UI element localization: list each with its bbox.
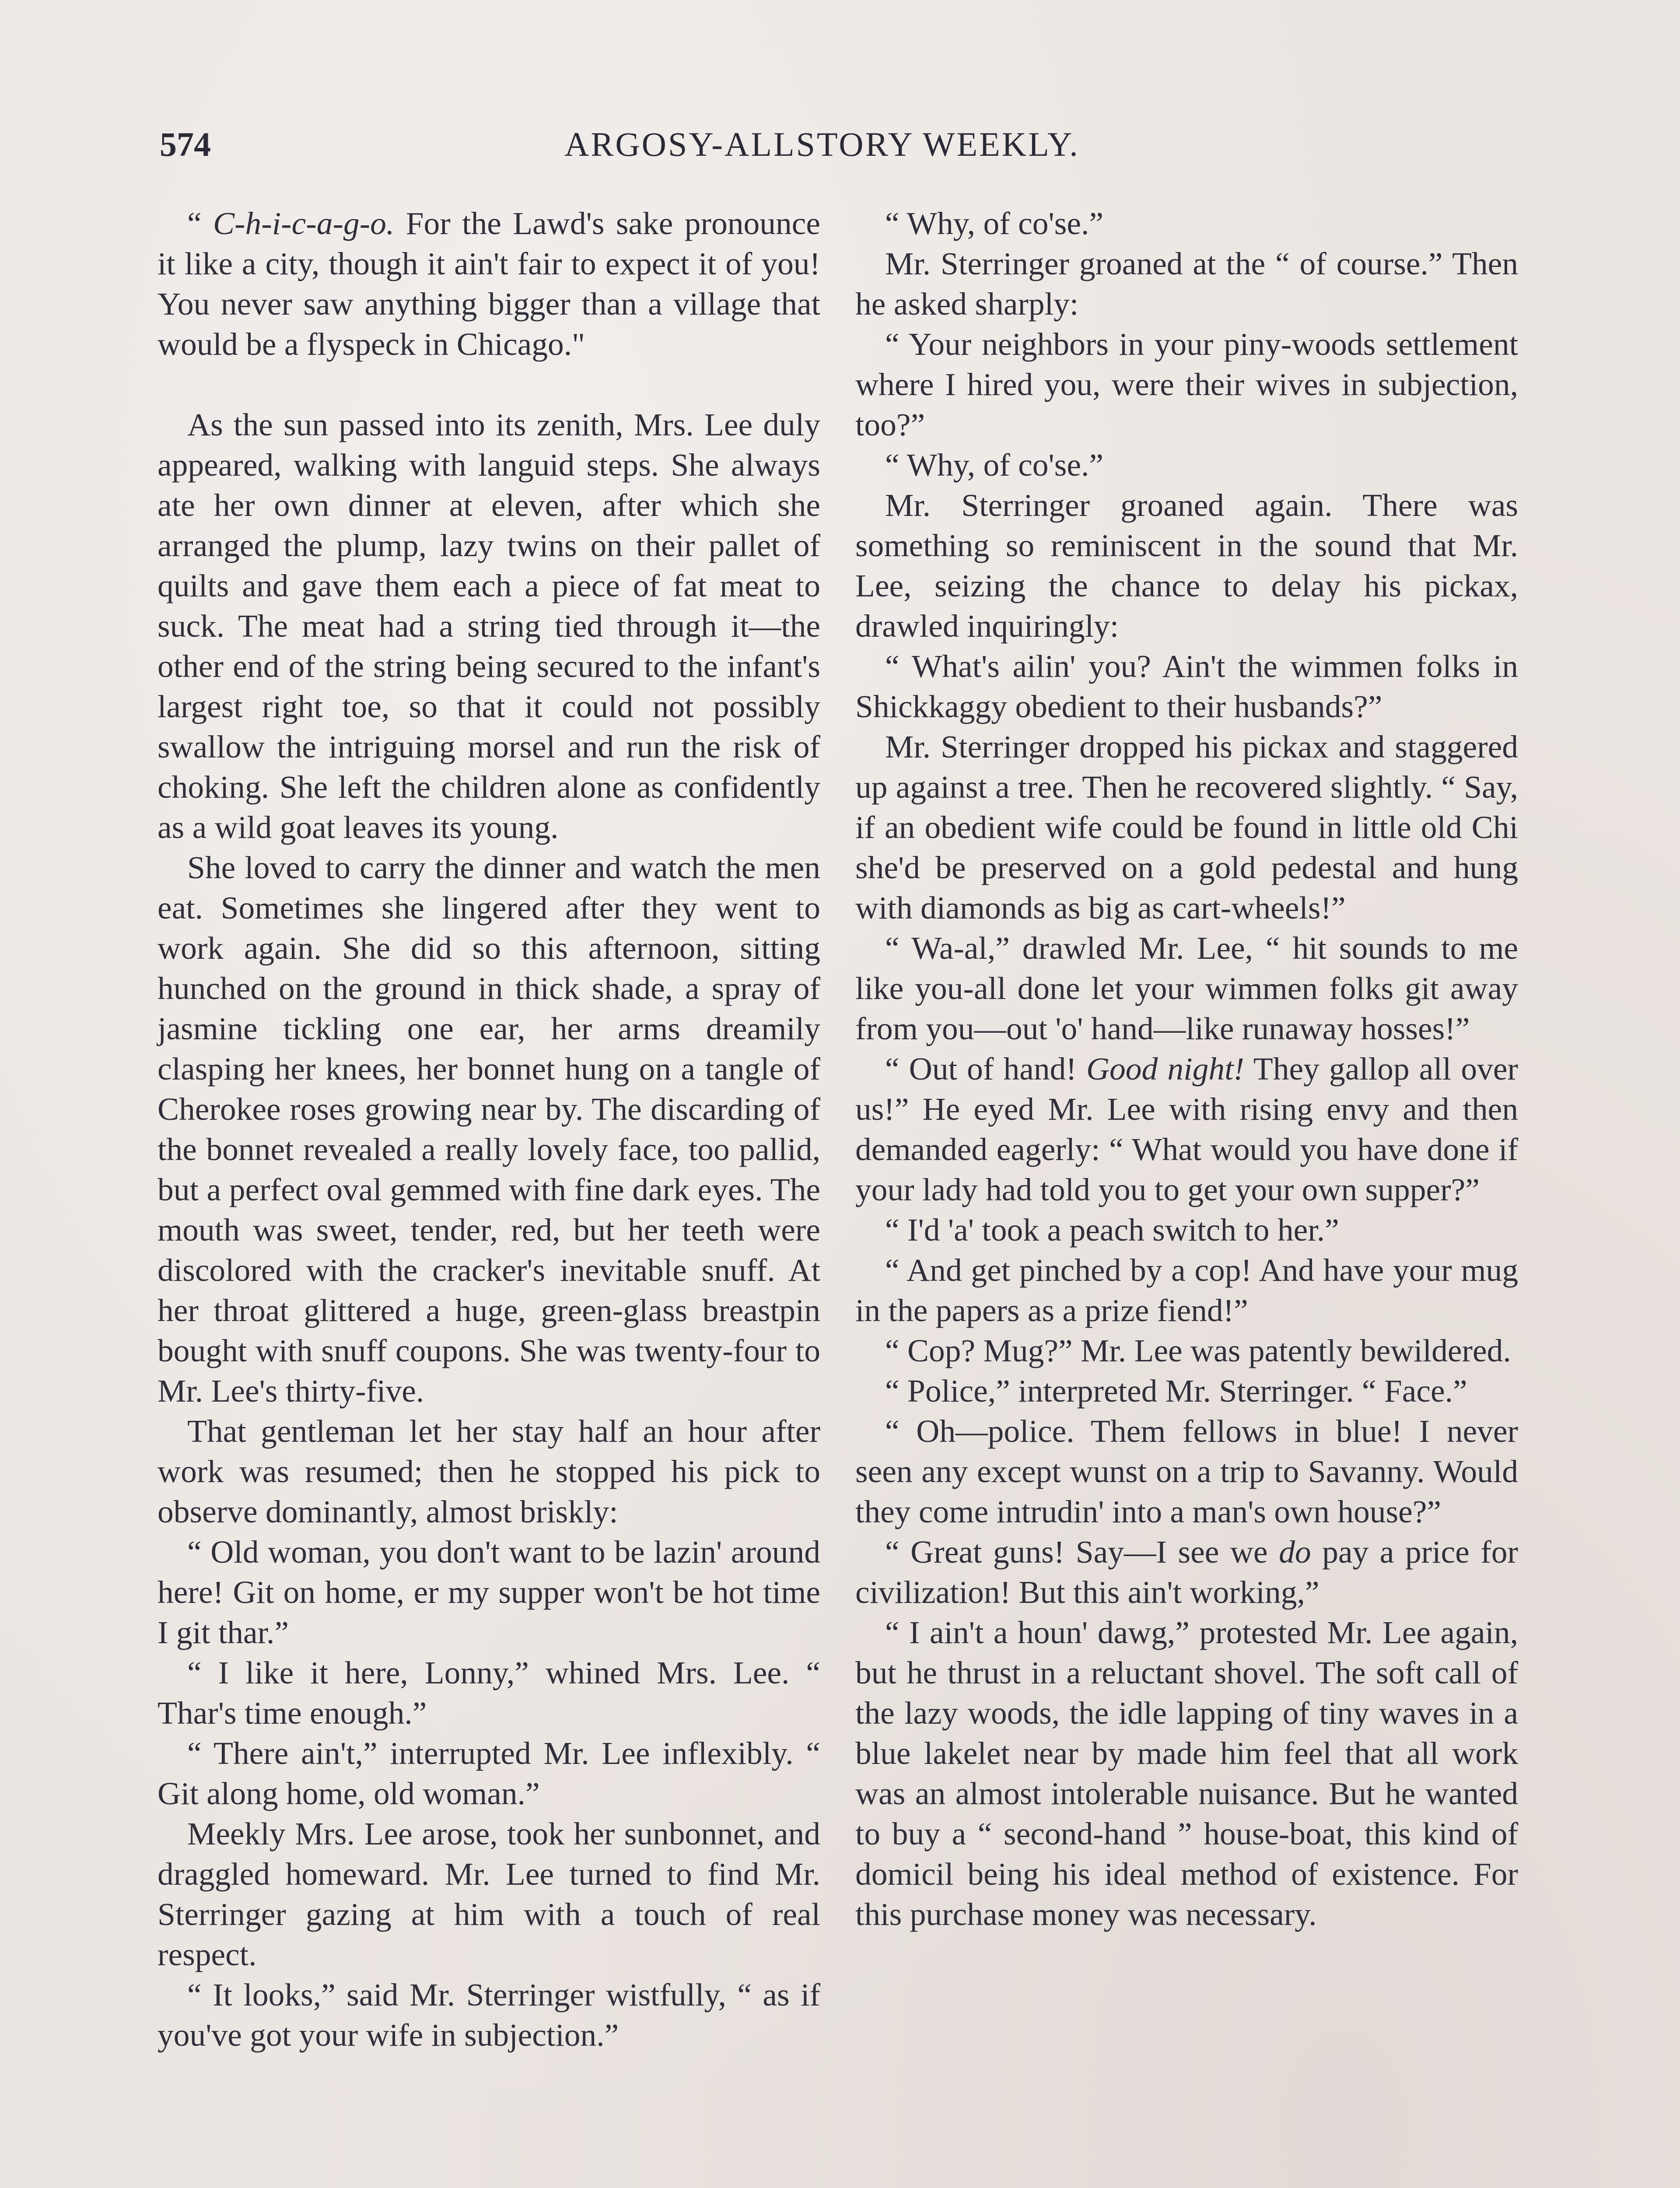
right-column bbox=[855, 203, 1518, 1935]
paragraph: “ There ain't,” interrupted Mr. Lee inflexibly. “ Git along home, old woman.” bbox=[158, 1736, 820, 1811]
paragraph bbox=[855, 1532, 1518, 1613]
paragraph: “ What's ailin' you? Ain't the wimmen folks in Shickkaggy obedient to their husbands?” bbox=[855, 649, 1518, 724]
emphasis: do bbox=[1279, 1534, 1311, 1570]
paragraph: Mr. Sterringer groaned again. There was something so reminiscent in the sound that Mr. Lee, seizing the chance to delay his pickax, drawled inquiringly: bbox=[855, 487, 1518, 644]
page-number: 574 bbox=[160, 125, 211, 163]
paragraph: “ I ain't a houn' dawg,” protested Mr. Lee again, but he thrust in a reluctant shovel. The soft call of the lazy woods, the idle lapping of tiny waves in a blue lakelet near by made him feel that all work was an almost intolerable nuisance. But he wanted to buy a “ second-hand ” house-boat, this kind of domicil being his ideal method of existence. For this purchase money was necessary. bbox=[855, 1615, 1518, 1932]
paragraph: “ I'd 'a' took a peach switch to her.” bbox=[885, 1212, 1339, 1248]
running-head: ARGOSY-ALLSTORY WEEKLY. bbox=[564, 125, 1080, 163]
paragraph: Meekly Mrs. Lee arose, took her sunbonnet, and draggled homeward. Mr. Lee turned to find Mr. Sterringer gazing at him with a touch of real respect. bbox=[158, 1816, 820, 1972]
paragraph: That gentleman let her stay half an hour after work was resumed; then he stopped his pick to observe dominantly, almost briskly: bbox=[158, 1413, 820, 1529]
paragraph: As the sun passed into its zenith, Mrs. Lee duly appeared, walking with languid steps. She always ate her own dinner at eleven, after which she arranged the plump, lazy twins on their pallet of quilts and gave them each a piece of fat meat to suck. The meat had a string tied through it—the other end of the string being secured to the infant's largest right toe, so that it could not possibly swallow the intriguing morsel and run the risk of choking. She left the children alone as confidently as a wild goat leaves its young. bbox=[158, 407, 820, 845]
paragraph: “ And get pinched by a cop! And have your mug in the papers as a prize fiend!” bbox=[855, 1252, 1518, 1328]
paragraph bbox=[158, 203, 820, 365]
paragraph-text: “ Great guns! Say—I see we bbox=[885, 1534, 1279, 1570]
paragraph: “ Cop? Mug?” Mr. Lee was patently bewildered. bbox=[885, 1333, 1511, 1368]
paragraph: “ It looks,” said Mr. Sterringer wistfully, “ as if you've got your wife in subjection.” bbox=[158, 1977, 820, 2053]
paragraph: “ Oh—police. Them fellows in blue! I never seen any except wunst on a trip to Savanny. Would they come intrudin' into a man's own house?” bbox=[855, 1413, 1518, 1529]
paragraph: “ Your neighbors in your piny-woods settlement where I hired you, were their wives in subjection, too?” bbox=[855, 326, 1518, 442]
paragraph: Mr. Sterringer dropped his pickax and staggered up against a tree. Then he recovered slightly. “ Say, if an obedient wife could be found in little old Chi she'd be preserved on a gold pedestal and hung with diamonds as big as cart-wheels!” bbox=[855, 729, 1518, 926]
left-column bbox=[158, 203, 820, 2055]
paragraph-text: pay a price for civilization! But this ain't working,” bbox=[855, 1534, 1518, 1610]
paragraph-text: For the Lawd's sake pronounce it like a city, though it ain't fair to expect it of you! You never saw anything bigger than a village that would be a flyspeck in Chicago." bbox=[158, 206, 820, 362]
paragraph: “ Police,” interpreted Mr. Sterringer. “ Face.” bbox=[885, 1373, 1467, 1409]
paragraph bbox=[855, 1049, 1518, 1210]
spelled-word: C-h-i-c-a-g-o. bbox=[213, 206, 395, 241]
paragraph: “ Old woman, you don't want to be lazin' around here! Git on home, er my supper won't be hot time I git thar.” bbox=[158, 1534, 820, 1650]
page-header bbox=[160, 125, 1131, 177]
paragraph: “ Why, of co'se.” bbox=[885, 447, 1103, 483]
paragraph: “ Wa-al,” drawled Mr. Lee, “ hit sounds to me like you-all done let your wimmen folks git away from you—out 'o' hand—like runaway hosses!” bbox=[855, 930, 1518, 1046]
paragraph: She loved to carry the dinner and watch the men eat. Sometimes she lingered after they went to work again. She did so this afternoon, sitting hunched on the ground in thick shade, a spray of jasmine tickling one ear, her arms dreamily clasping her knees, her bonnet hung on a tangle of Cherokee roses growing near by. The discarding of the bonnet revealed a really lovely face, too pallid, but a perfect oval gemmed with fine dark eyes. The mouth was sweet, tender, red, but her teeth were discolored with the cracker's inevitable snuff. At her throat glittered a huge, green-glass breastpin bought with snuff coupons. She was twenty-four to Mr. Lee's thirty-five. bbox=[158, 850, 820, 1409]
open-quote: “ bbox=[187, 206, 213, 241]
paragraph: “ Why, of co'se.” bbox=[885, 206, 1103, 241]
paragraph: Mr. Sterringer groaned at the “ of course.” Then he asked sharply: bbox=[855, 246, 1518, 322]
paragraph: “ I like it here, Lonny,” whined Mrs. Lee. “ Thar's time enough.” bbox=[158, 1655, 820, 1731]
paragraph-text: “ Out of hand! bbox=[885, 1051, 1086, 1087]
paragraph-text: They gallop all over us!” He eyed Mr. Lee with rising envy and then demanded eagerly: “ What would you have done if your lady had told you to get your own supper?” bbox=[855, 1051, 1518, 1207]
emphasis: Good night! bbox=[1086, 1051, 1244, 1087]
